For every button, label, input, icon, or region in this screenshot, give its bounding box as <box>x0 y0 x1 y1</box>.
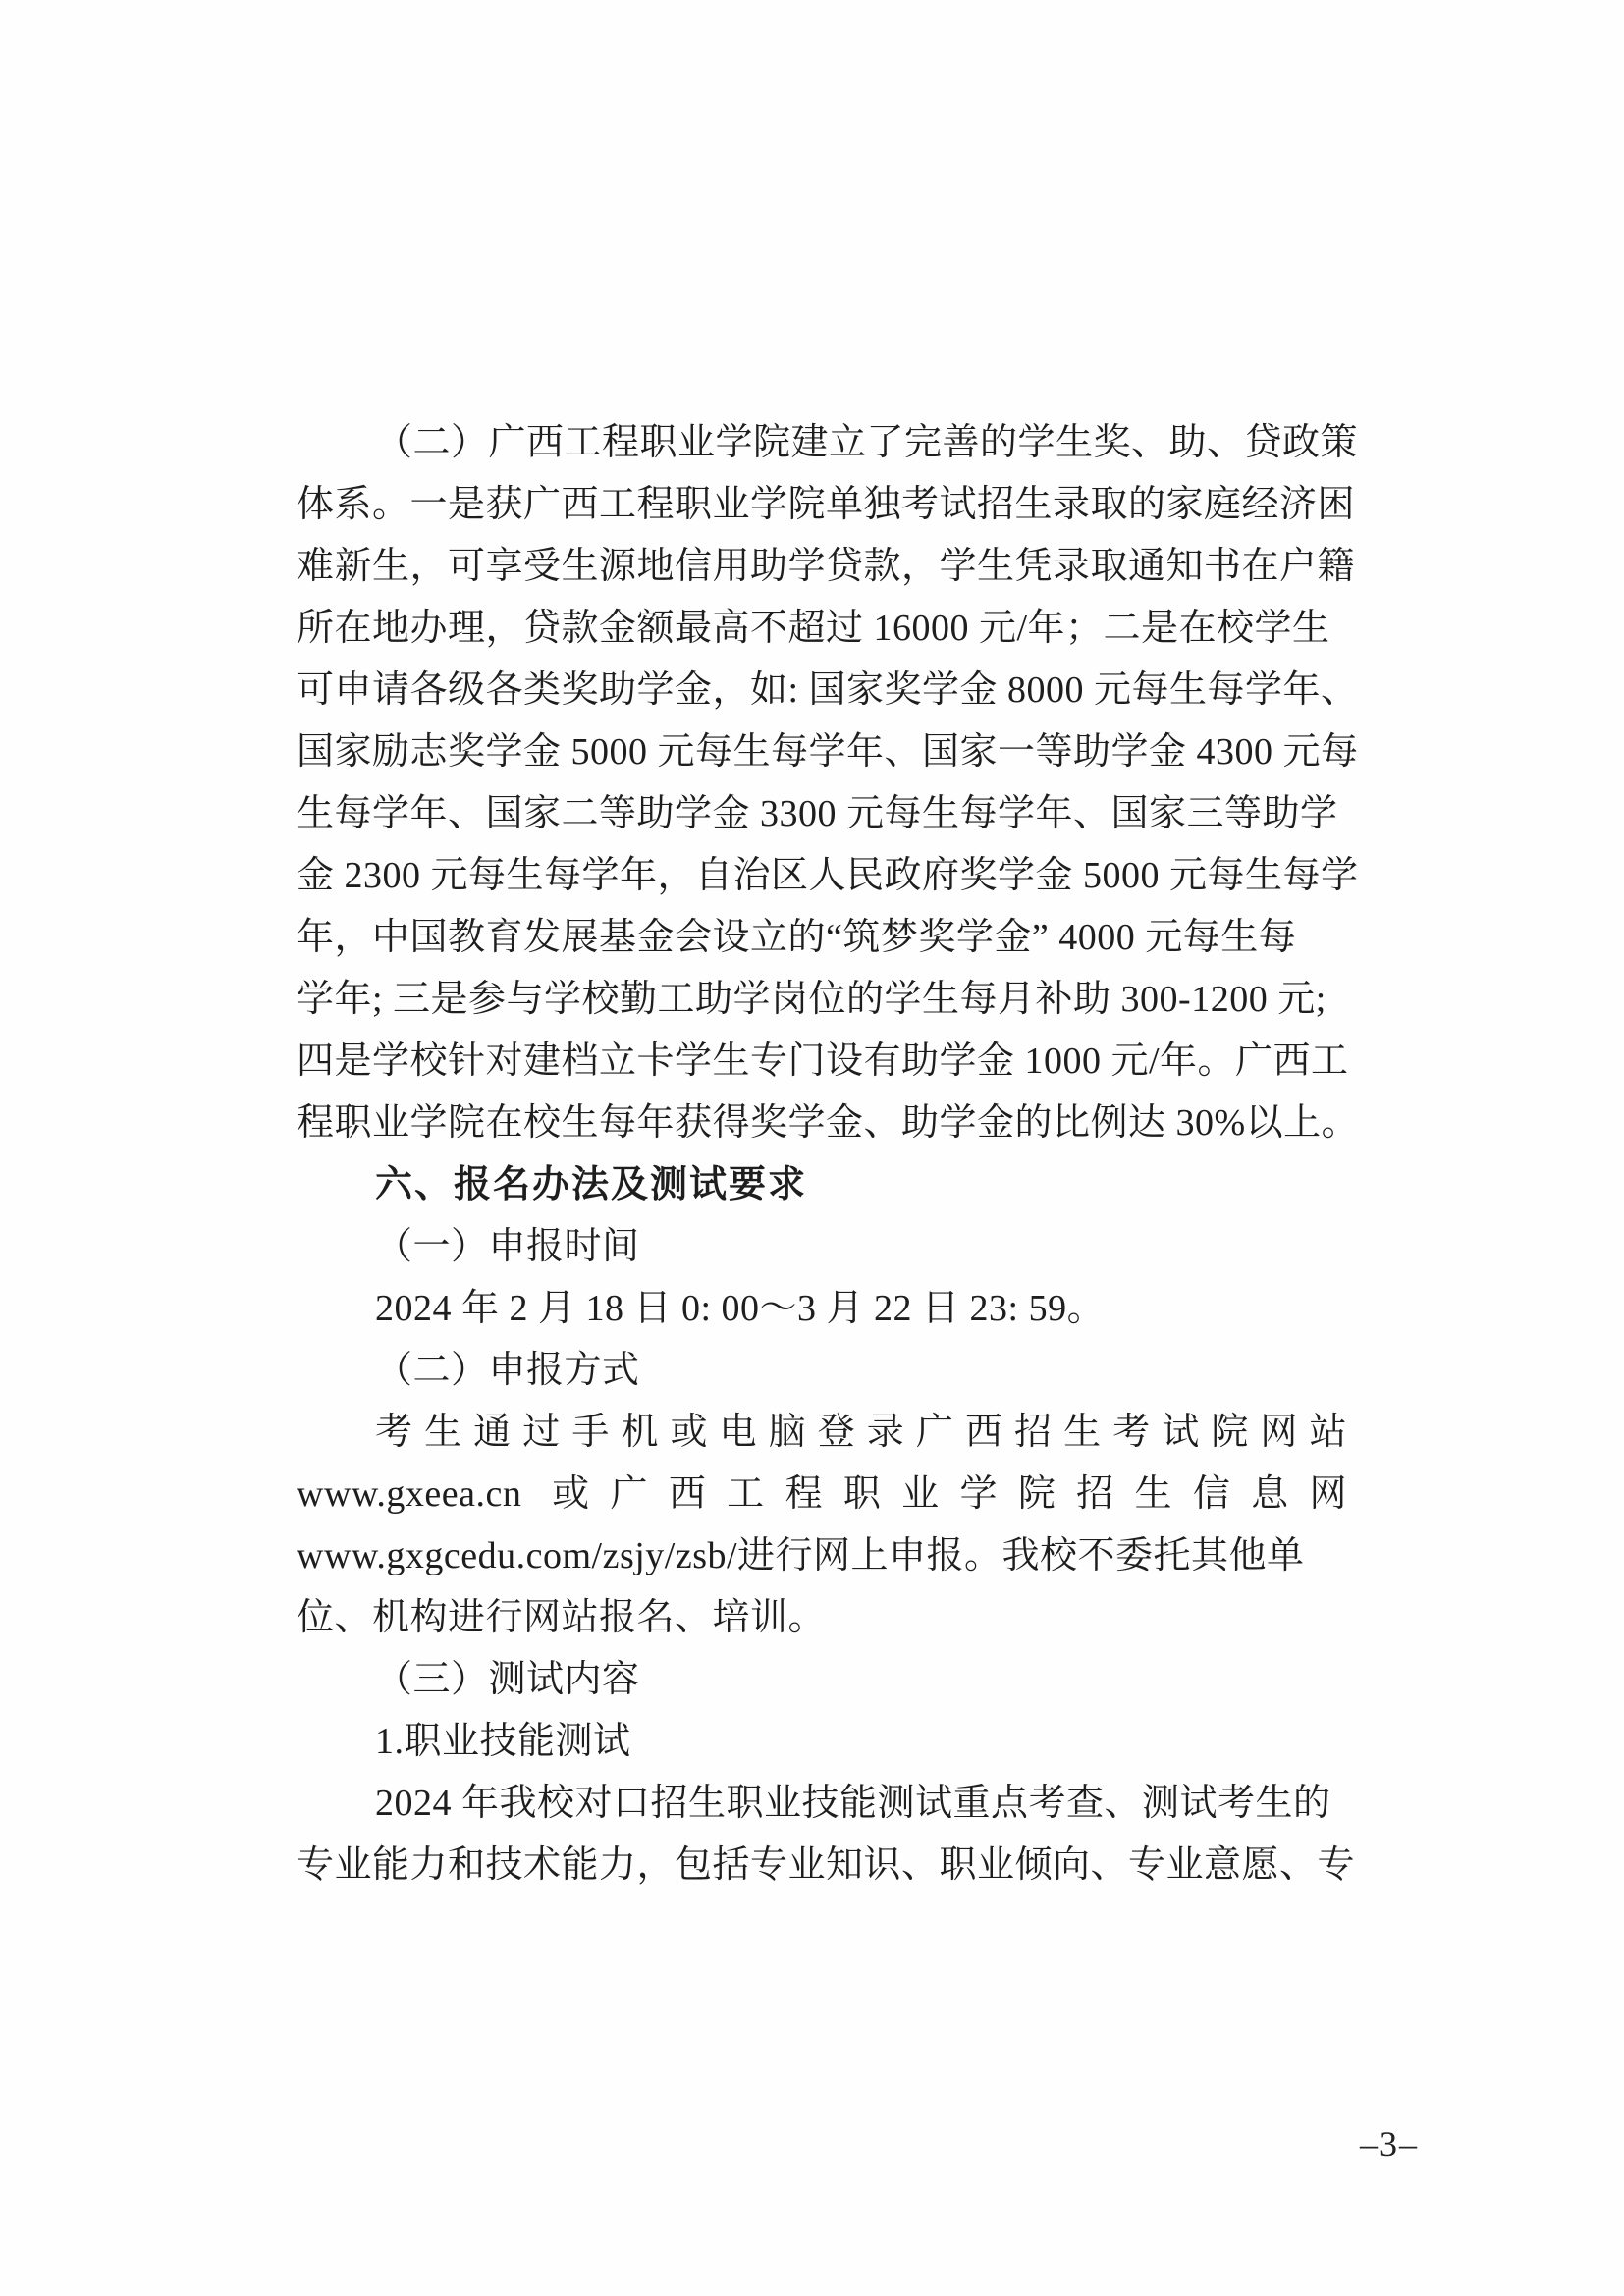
body-line-20: 位、机构进行网站报名、培训。 <box>297 1597 827 1638</box>
subsection-heading-3: （三）测试内容 <box>375 1659 640 1700</box>
body-line-7: 生每学年、国家二等助学金 3300 元每生每学年、国家三等助学 <box>297 793 1338 834</box>
body-line-11: 四是学校针对建档立卡学生专门设有助学金 1000 元/年。广西工 <box>297 1041 1349 1082</box>
body-line-8: 金 2300 元每生每学年，自治区人民政府奖学金 5000 元每生每学 <box>297 855 1359 896</box>
body-line-5: 可申请各级各类奖助学金，如: 国家奖学金 8000 元每生每学年、 <box>297 669 1359 711</box>
body-line-24: 专业能力和技术能力，包括专业知识、职业倾向、专业意愿、专 <box>297 1844 1356 1886</box>
body-line-6: 国家励志奖学金 5000 元每生每学年、国家一等助学金 4300 元每 <box>297 731 1359 773</box>
body-line-17: 考生通过手机或电脑登录广西招生考试院网站 <box>375 1412 1347 1453</box>
document-body <box>297 412 1360 1896</box>
body-line-1: （二）广西工程职业学院建立了完善的学生奖、助、贷政策 <box>375 422 1359 463</box>
body-line-22: 1.职业技能测试 <box>375 1721 631 1762</box>
section-heading: 六、报名办法及测试要求 <box>375 1164 808 1205</box>
subsection-heading-2: （二）申报方式 <box>375 1350 640 1391</box>
body-line-10: 学年; 三是参与学校勤工助学岗位的学生每月补助 300-1200 元; <box>297 979 1326 1020</box>
page-number: –3– <box>1360 2124 1419 2163</box>
subsection-heading-1: （一）申报时间 <box>375 1226 640 1267</box>
body-line-4: 所在地办理，贷款金额最高不超过 16000 元/年；二是在校学生 <box>297 608 1330 649</box>
body-line-19: www.gxgcedu.com/zsjy/zsb/进行网上申报。我校不委托其他单 <box>297 1535 1305 1576</box>
body-line-15: 2024 年 2 月 18 日 0: 00～3 月 22 日 23: 59。 <box>375 1288 1106 1329</box>
body-line-9: 年，中国教育发展基金会设立的“筑梦奖学金” 4000 元每生每 <box>297 917 1297 958</box>
body-line-18: www.gxeea.cn 或广西工程职业学院招生信息网 <box>297 1473 1347 1515</box>
body-line-12: 程职业学院在校生每年获得奖学金、助学金的比例达 30%以上。 <box>297 1102 1360 1144</box>
body-line-3: 难新生，可享受生源地信用助学贷款，学生凭录取通知书在户籍 <box>297 546 1356 587</box>
body-line-23: 2024 年我校对口招生职业技能测试重点考查、测试考生的 <box>375 1783 1331 1824</box>
body-line-2: 体系。一是获广西工程职业学院单独考试招生录取的家庭经济困 <box>297 484 1356 525</box>
